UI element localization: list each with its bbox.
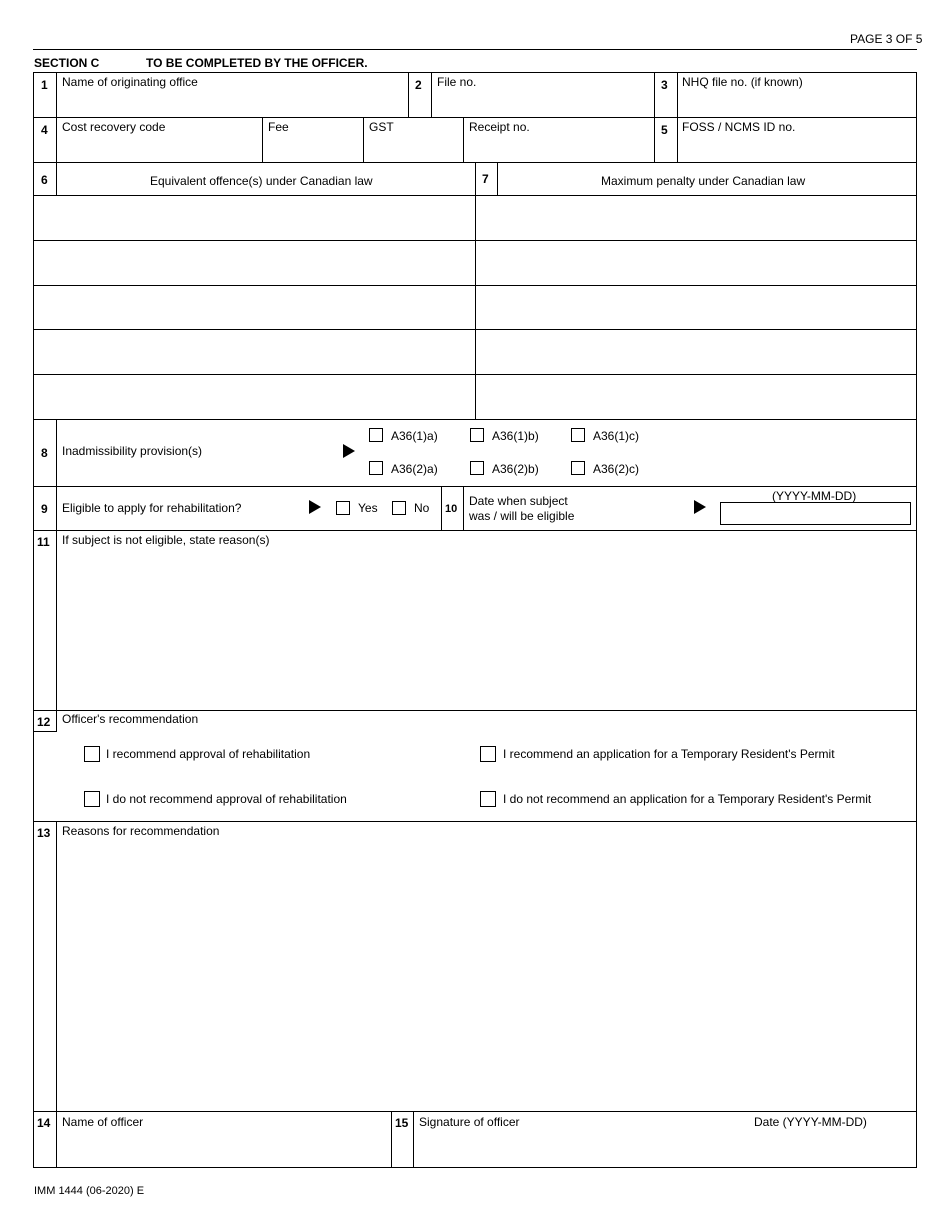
field-12-number: 12 [37,715,51,729]
foss-ncms-id-input[interactable] [679,135,914,160]
checkbox-a36-2c[interactable] [571,461,585,475]
rule [441,486,442,530]
rule [33,530,917,531]
rule [33,195,917,196]
field-2-number: 2 [415,78,422,92]
checkbox-a36-1c[interactable] [571,428,585,442]
rule [33,1167,917,1168]
nhq-file-no-input[interactable] [679,90,914,115]
field-5-label: FOSS / NCMS ID no. [682,120,796,134]
field-6-number: 6 [41,173,48,187]
rule [475,162,476,419]
rule [33,374,917,375]
field-7-label: Maximum penalty under Canadian law [601,174,806,188]
rule [56,419,57,486]
cost-recovery-code-input[interactable] [58,135,260,160]
rule [413,1111,414,1168]
receipt-label: Receipt no. [469,120,530,134]
rule [56,486,57,530]
checkbox-recommend-trp[interactable] [480,746,496,762]
option-a36-2a-label: A36(2)a) [391,462,438,476]
checkbox-a36-1b[interactable] [470,428,484,442]
officer-signature-input[interactable] [415,1132,745,1165]
rule [56,117,57,162]
officer-date-label: Date (YYYY-MM-DD) [754,1115,867,1129]
not-recommend-approval-label: I do not recommend approval of rehabilitation [106,792,347,806]
file-no-input[interactable] [433,90,651,115]
pointer-arrow-icon [309,500,321,514]
field-1-number: 1 [41,78,48,92]
field-3-label: NHQ file no. (if known) [682,75,803,89]
form-left-border [33,72,34,1168]
field-12-label: Officer's recommendation [62,712,199,726]
rule [33,72,917,73]
originating-office-input[interactable] [58,90,406,115]
section-label: SECTION C [34,56,100,70]
penalty-input-4[interactable] [477,331,914,372]
rule [33,731,57,732]
rule [33,240,917,241]
option-a36-2b-label: A36(2)b) [492,462,539,476]
field-3-number: 3 [661,78,668,92]
option-a36-1c-label: A36(1)c) [593,429,640,443]
checkbox-a36-2b[interactable] [470,461,484,475]
field-11-number: 11 [37,535,50,549]
rule [56,72,57,117]
checkbox-not-recommend-trp[interactable] [480,791,496,807]
recommend-approval-label: I recommend approval of rehabilitation [106,747,311,761]
field-10-label-line2: was / will be eligible [469,509,575,523]
eligible-no-label: No [414,501,430,515]
offence-input-3[interactable] [35,287,473,328]
checkbox-not-recommend-approval[interactable] [84,791,100,807]
rule [33,486,917,487]
recommend-trp-label: I recommend an application for a Temporary Resident's Permit [503,747,835,761]
checkbox-recommend-approval[interactable] [84,746,100,762]
recommendation-reasons-input[interactable] [58,840,914,1108]
rule [33,1111,917,1112]
rule [463,117,464,162]
gst-label: GST [369,120,394,134]
field-4-number: 4 [41,123,48,137]
penalty-input-2[interactable] [477,242,914,283]
rule [56,162,57,195]
field-15-label: Signature of officer [419,1115,520,1129]
field-14-number: 14 [37,1116,51,1130]
checkbox-eligible-yes[interactable] [336,501,350,515]
rule [33,710,917,711]
rule [363,117,364,162]
field-13-number: 13 [37,826,51,840]
field-8-number: 8 [41,446,48,460]
pointer-arrow-icon [694,500,706,514]
eligible-date-input[interactable] [720,502,911,525]
officer-date-input[interactable] [750,1132,914,1165]
rule [56,821,57,1111]
checkbox-a36-2a[interactable] [369,461,383,475]
field-1-label: Name of originating office [62,75,198,89]
field-13-label: Reasons for recommendation [62,824,220,838]
field-8-label: Inadmissibility provision(s) [62,444,203,458]
option-a36-2c-label: A36(2)c) [593,462,640,476]
form-number: IMM 1444 (06-2020) E [34,1185,145,1197]
field-5-number: 5 [661,123,668,137]
rule [33,117,917,118]
rule [463,486,464,530]
rule [497,162,498,195]
form-right-border [916,72,917,1168]
field-6-label: Equivalent offence(s) under Canadian law [150,174,373,188]
fee-label: Fee [268,120,289,134]
option-a36-1a-label: A36(1)a) [391,429,438,443]
ineligibility-reasons-input[interactable] [58,549,914,707]
field-15-number: 15 [395,1116,409,1130]
option-a36-1b-label: A36(1)b) [492,429,539,443]
offence-input-1[interactable] [35,197,473,238]
rule [56,530,57,710]
field-10-number: 10 [445,503,458,515]
rule [391,1111,392,1168]
penalty-input-1[interactable] [477,197,914,238]
fee-input[interactable] [264,135,361,160]
field-4-label: Cost recovery code [62,120,166,134]
gst-input[interactable] [365,135,461,160]
rule [33,821,917,822]
not-recommend-trp-label: I do not recommend an application for a Temporary Resident's Permit [503,792,872,806]
field-7-number: 7 [482,172,489,186]
receipt-no-input[interactable] [465,135,652,160]
offence-input-4[interactable] [35,331,473,372]
rule [56,710,57,731]
rule [262,117,263,162]
date-format-hint: (YYYY-MM-DD) [772,489,857,503]
rule [33,419,917,420]
section-title: TO BE COMPLETED BY THE OFFICER. [146,56,368,70]
checkbox-a36-1a[interactable] [369,428,383,442]
eligible-yes-label: Yes [358,501,378,515]
field-10-label-line1: Date when subject [469,494,568,508]
rule [56,1111,57,1168]
offence-input-5[interactable] [35,376,473,417]
offence-input-2[interactable] [35,242,473,283]
penalty-input-3[interactable] [477,287,914,328]
rule [431,72,432,117]
rule [33,285,917,286]
field-2-label: File no. [437,75,477,89]
field-9-number: 9 [41,502,48,516]
page-number: PAGE 3 OF 5 [850,32,923,46]
field-14-label: Name of officer [62,1115,144,1129]
header-rule [33,49,917,50]
rule [408,72,409,117]
field-11-label: If subject is not eligible, state reason(s) [62,533,270,547]
checkbox-eligible-no[interactable] [392,501,406,515]
field-9-label: Eligible to apply for rehabilitation? [62,501,242,515]
penalty-input-5[interactable] [477,376,914,417]
officer-name-input[interactable] [58,1132,389,1165]
rule [33,329,917,330]
pointer-arrow-icon [343,444,355,458]
